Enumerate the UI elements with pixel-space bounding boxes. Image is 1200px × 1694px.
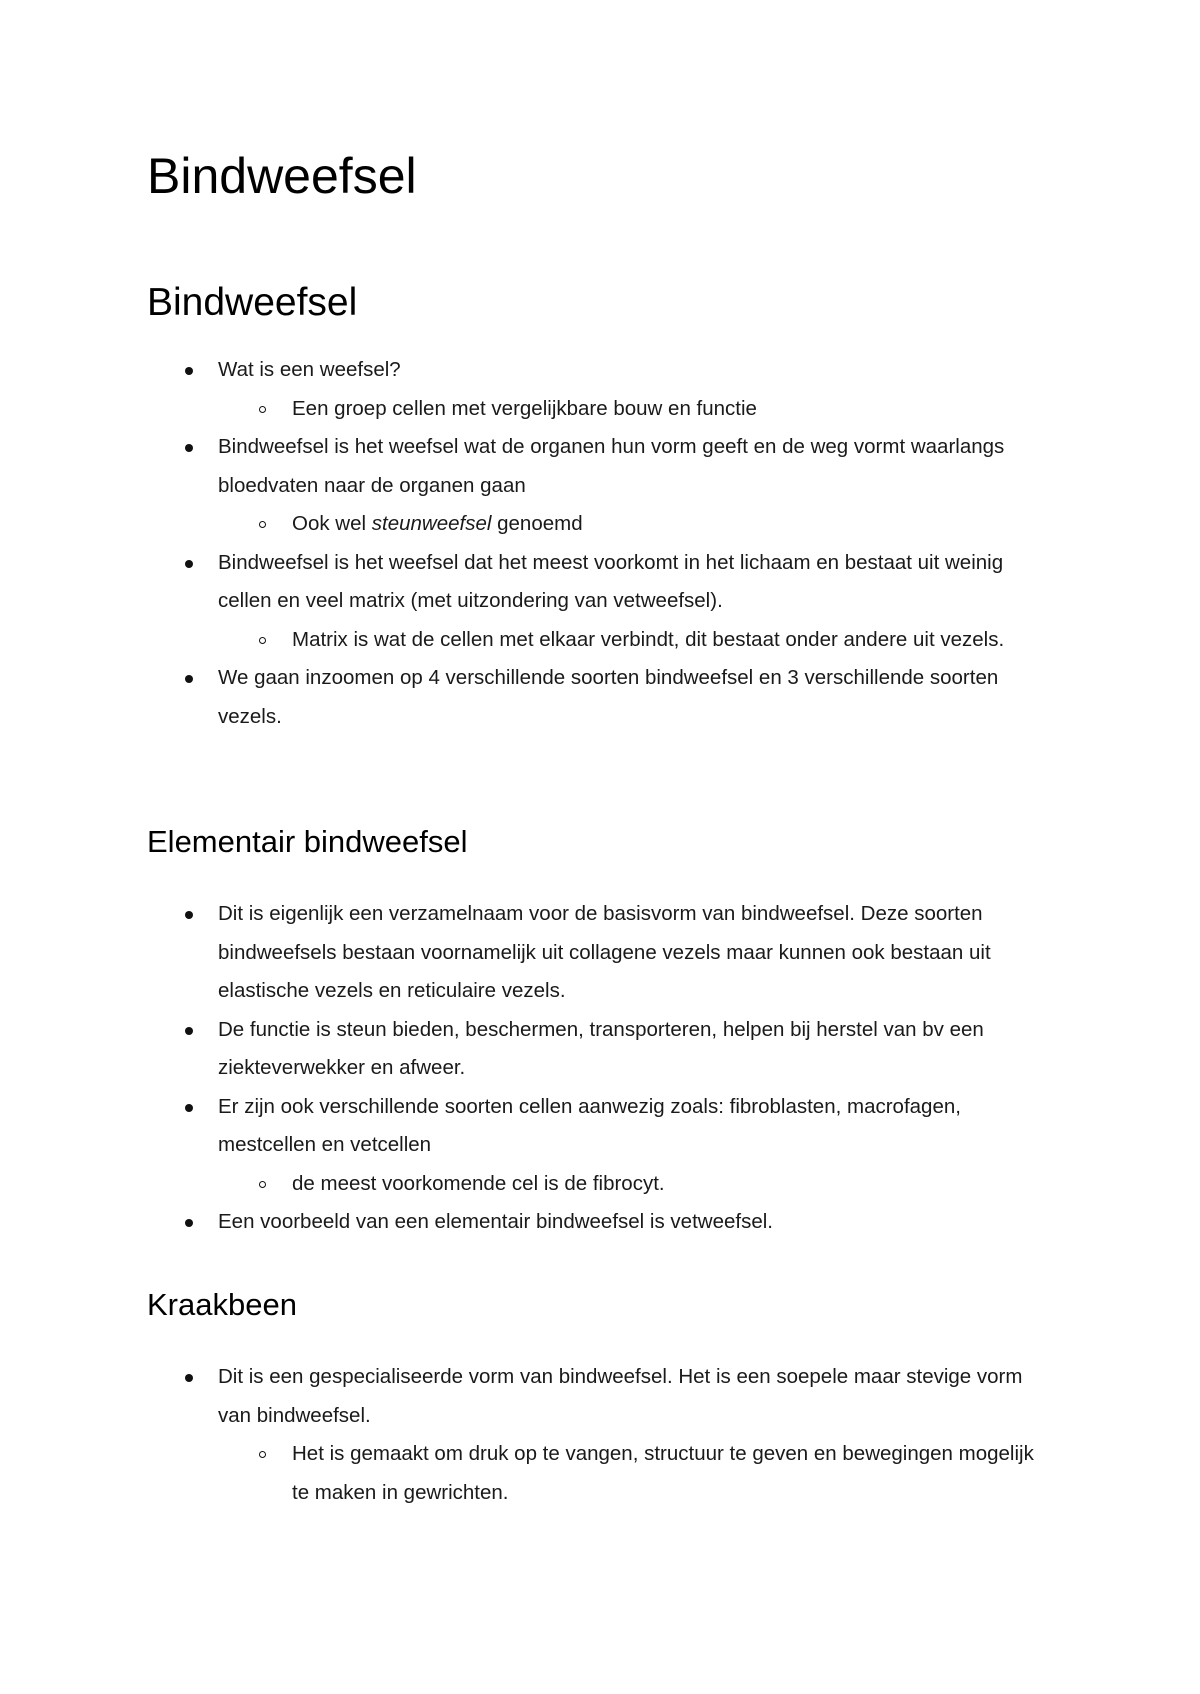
- list-item: Er zijn ook verschillende soorten cellen aanwezig zoals: fibroblasten, macrofagen, mestcellen en vetcellen: [147, 1088, 1038, 1165]
- list-item: Dit is een gespecialiseerde vorm van bindweefsel. Het is een soepele maar stevige vorm van bindweefsel.: [147, 1358, 1038, 1435]
- bullet-disc-icon: [185, 1027, 193, 1035]
- list-bindweefsel: [147, 351, 1067, 736]
- list-item: Een groep cellen met vergelijkbare bouw en functie: [147, 390, 1037, 429]
- bullet-circle-icon: [259, 406, 266, 413]
- bullet-circle-icon: [259, 1451, 266, 1458]
- list-item: Dit is eigenlijk een verzamelnaam voor de basisvorm van bindweefsel. Deze soorten bindweefsels bestaan voornamelijk uit collagene vezels maar kunnen ook bestaan uit elastische vezels en reticulaire vezels.: [147, 895, 1038, 1011]
- emphasis-term: steunweefsel: [371, 512, 492, 535]
- list-item: Een voorbeeld van een elementair bindweefsel is vetweefsel.: [147, 1203, 1038, 1242]
- list-item: De functie is steun bieden, beschermen, transporteren, helpen bij herstel van bv een ziekteverwekker en afweer.: [147, 1011, 1038, 1088]
- bullet-disc-icon: [185, 367, 193, 375]
- bullet-disc-icon: [185, 560, 193, 568]
- list-item: Matrix is wat de cellen met elkaar verbindt, dit bestaat onder andere uit vezels.: [147, 621, 1037, 660]
- heading-elementair-bindweefsel: Elementair bindweefsel: [147, 824, 468, 859]
- list-item: Bindweefsel is het weefsel dat het meest voorkomt in het lichaam en bestaat uit weinig cellen en veel matrix (met uitzondering van vetweefsel).: [147, 544, 1038, 621]
- bullet-disc-icon: [185, 444, 193, 452]
- list-item: Wat is een weefsel?: [147, 351, 1038, 390]
- list-kraakbeen: [147, 1358, 1067, 1512]
- bullet-circle-icon: [259, 637, 266, 644]
- bullet-disc-icon: [185, 1374, 193, 1382]
- bullet-circle-icon: [259, 521, 266, 528]
- bullet-disc-icon: [185, 911, 193, 919]
- heading-bindweefsel: Bindweefsel: [147, 281, 358, 324]
- list-item: Bindweefsel is het weefsel wat de organen hun vorm geeft en de weg vormt waarlangs bloedvaten naar de organen gaan: [147, 428, 1038, 505]
- bullet-disc-icon: [185, 1104, 193, 1112]
- list-elementair-bindweefsel: [147, 895, 1067, 1242]
- list-item: Ook wel steunweefsel genoemd: [147, 505, 1037, 544]
- list-item: Het is gemaakt om druk op te vangen, structuur te geven en bewegingen mogelijk te maken in gewrichten.: [147, 1435, 1037, 1512]
- bullet-disc-icon: [185, 675, 193, 683]
- bullet-circle-icon: [259, 1181, 266, 1188]
- heading-kraakbeen: Kraakbeen: [147, 1287, 297, 1322]
- bullet-disc-icon: [185, 1219, 193, 1227]
- document-title: Bindweefsel: [147, 148, 417, 204]
- list-item: We gaan inzoomen op 4 verschillende soorten bindweefsel en 3 verschillende soorten vezels.: [147, 659, 1038, 736]
- list-item: de meest voorkomende cel is de fibrocyt.: [147, 1165, 1037, 1204]
